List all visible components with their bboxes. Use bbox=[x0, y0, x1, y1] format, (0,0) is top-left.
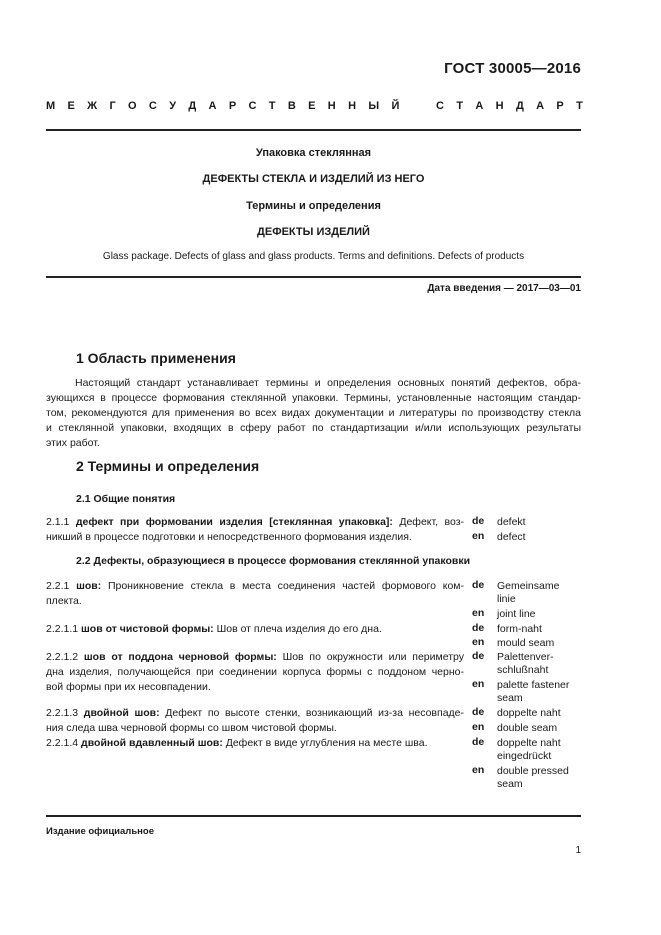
lang-code: en bbox=[472, 636, 485, 648]
word-gap bbox=[412, 100, 424, 112]
introduction-date: Дата введения — 2017—03—01 bbox=[427, 283, 581, 294]
equivalent-term: eingedrückt bbox=[497, 750, 552, 762]
paragraph-line: этих работ. bbox=[46, 437, 100, 449]
term-definition: Шов от плеча изделия до его дна. bbox=[216, 623, 382, 635]
term-line bbox=[46, 579, 464, 594]
term-line bbox=[46, 706, 464, 721]
equivalent-term: linie bbox=[497, 593, 516, 605]
lang-code: en bbox=[472, 678, 485, 690]
title-line-1: Упаковка стеклянная bbox=[255, 147, 372, 159]
term-name: шов: bbox=[76, 580, 102, 592]
term-2-2-1 bbox=[46, 579, 464, 609]
heading-letter: Д bbox=[515, 100, 524, 112]
lang-code: de bbox=[472, 650, 485, 662]
term-definition: Проникновение стекла в места соединения частей формового ком- bbox=[107, 580, 464, 592]
lang-code: en bbox=[472, 530, 485, 542]
english-title: Glass package. Defects of glass and glass products. Terms and definitions. Defects of products bbox=[102, 251, 525, 262]
subsection-2-2-title: 2.2 Дефекты, образующиеся в процессе формования стеклянной упаковки bbox=[76, 555, 471, 567]
term-2-2-1-1 bbox=[46, 622, 464, 637]
paragraph-line: том, рекомендуются для применения во всех видах документации и литературы по производству стекла bbox=[46, 407, 581, 419]
heading-letter: О bbox=[128, 100, 137, 112]
equivalent-term: seam bbox=[497, 778, 523, 790]
heading-letter: А bbox=[536, 100, 545, 112]
term-line bbox=[46, 622, 464, 637]
term-number: 2.2.1.1 bbox=[46, 623, 79, 635]
term-2-2-1-4 bbox=[46, 736, 464, 751]
heading-letter: А bbox=[208, 100, 217, 112]
term-number: 2.2.1.2 bbox=[46, 651, 79, 663]
term-definition: Дефект в виде углубления на месте шва. bbox=[225, 737, 428, 749]
heading-letter: У bbox=[169, 100, 177, 112]
paragraph-line: Настоящий стандарт устанавливает термины и определения основных понятий дефектов, обра- bbox=[75, 377, 581, 389]
term-line bbox=[46, 515, 464, 530]
top-divider bbox=[46, 129, 581, 131]
heading-letter: С bbox=[248, 100, 257, 112]
equivalent-term: double seam bbox=[497, 722, 558, 734]
term-name: шов от поддона черновой формы: bbox=[83, 651, 277, 663]
equivalent-term: Palettenver- bbox=[497, 651, 554, 663]
term-2-1-1 bbox=[46, 515, 464, 545]
equivalent-term: schlußnaht bbox=[497, 664, 549, 676]
lang-code: en bbox=[472, 721, 485, 733]
lang-code: de bbox=[472, 706, 485, 718]
equivalent-term: mould seam bbox=[497, 637, 555, 649]
section-1-paragraph bbox=[46, 376, 581, 451]
heading-letter: Т bbox=[268, 100, 276, 112]
heading-letter: Н bbox=[327, 100, 336, 112]
equivalent-term: joint line bbox=[497, 608, 536, 620]
heading-letter: Е bbox=[67, 100, 75, 112]
paragraph-line: зующихся в процессе формования стеклянной упаковки. Термины, установленные настоящим стандар- bbox=[46, 392, 581, 404]
term-2-2-1-3 bbox=[46, 706, 464, 736]
equivalent-term: palette fastener bbox=[497, 679, 570, 691]
heading-letter: Д bbox=[188, 100, 197, 112]
term-number: 2.1.1 bbox=[46, 516, 70, 528]
term-line bbox=[46, 736, 464, 751]
term-line: вой формы при их несовпадении. bbox=[46, 681, 211, 693]
lang-code: de bbox=[472, 579, 485, 591]
heading-letter: Н bbox=[348, 100, 357, 112]
term-name: двойной вдавленный шов: bbox=[81, 737, 223, 749]
title-line-2: ДЕФЕКТЫ СТЕКЛА И ИЗДЕЛИЙ ИЗ НЕГО bbox=[202, 173, 425, 185]
heading-letter: Ж bbox=[87, 100, 98, 112]
term-name: дефект при формовании изделия [стеклянная упаковка]: bbox=[75, 516, 393, 528]
term-line: ния следа шва черновой формы со швом чистовой формы. bbox=[46, 722, 337, 734]
heading-letter: В bbox=[287, 100, 296, 112]
term-definition: Дефект, воз- bbox=[399, 516, 464, 528]
lang-code: de bbox=[472, 622, 485, 634]
equivalent-term: doppelte naht bbox=[497, 737, 561, 749]
footer-divider bbox=[46, 815, 581, 817]
term-name: шов от чистовой формы: bbox=[81, 623, 214, 635]
term-definition: Шов по окружности или периметру bbox=[282, 651, 464, 663]
page-number: 1 bbox=[575, 845, 581, 856]
term-2-2-1-2 bbox=[46, 650, 464, 695]
heading-letter: Т bbox=[456, 100, 464, 112]
subsection-2-1-title: 2.1 Общие понятия bbox=[76, 493, 176, 505]
heading-letter: Ы bbox=[368, 100, 380, 112]
term-definition: Дефект по высоте стенки, возникающий из-за несовпаде- bbox=[165, 707, 464, 719]
term-name: двойной шов: bbox=[83, 707, 160, 719]
title-divider bbox=[46, 276, 581, 278]
lang-code: de bbox=[472, 736, 485, 748]
equivalent-term: defekt bbox=[497, 516, 526, 528]
official-edition-label: Издание официальное bbox=[46, 826, 154, 837]
heading-letter: Е bbox=[308, 100, 316, 112]
term-number: 2.2.1.4 bbox=[46, 737, 79, 749]
equivalent-term: defect bbox=[497, 531, 526, 543]
heading-letter: Р bbox=[228, 100, 237, 112]
equivalent-term: doppelte naht bbox=[497, 707, 561, 719]
title-line-3: Термины и определения bbox=[246, 200, 381, 212]
gost-number: ГОСТ 30005—2016 bbox=[444, 60, 581, 77]
lang-code: de bbox=[472, 515, 485, 527]
section-2-title: 2 Термины и определения bbox=[76, 458, 260, 474]
equivalent-term: form-naht bbox=[497, 623, 542, 635]
heading-letter: Й bbox=[391, 100, 400, 112]
equivalent-term: double pressed bbox=[497, 765, 569, 777]
heading-letter: Р bbox=[556, 100, 564, 112]
heading-letter: А bbox=[475, 100, 484, 112]
heading-letter: М bbox=[46, 100, 56, 112]
term-line: плекта. bbox=[46, 595, 82, 607]
term-line bbox=[46, 650, 464, 665]
interstate-standard-heading bbox=[46, 100, 583, 112]
paragraph-line: и стеклянной упаковки, входящих в сферу работ по стандартизации и/или использующих результаты bbox=[46, 422, 581, 434]
heading-letter: Т bbox=[576, 100, 583, 112]
equivalent-term: Gemeinsame bbox=[497, 580, 560, 592]
term-line: никший в процессе подготовки и непосредственного формования изделия. bbox=[46, 531, 412, 543]
heading-letter: С bbox=[148, 100, 157, 112]
term-number: 2.2.1 bbox=[46, 580, 70, 592]
lang-code: en bbox=[472, 764, 485, 776]
equivalent-term: seam bbox=[497, 692, 523, 704]
heading-letter: Н bbox=[495, 100, 504, 112]
lang-code: en bbox=[472, 607, 485, 619]
title-line-4: ДЕФЕКТЫ ИЗДЕЛИЙ bbox=[257, 226, 370, 238]
heading-letter: С bbox=[436, 100, 444, 112]
heading-letter: Г bbox=[109, 100, 116, 112]
term-line: дна изделия, получающейся при соединении корпуса формы с поддоном черно- bbox=[46, 666, 464, 678]
section-1-title: 1 Область применения bbox=[76, 350, 236, 366]
term-number: 2.2.1.3 bbox=[46, 707, 79, 719]
